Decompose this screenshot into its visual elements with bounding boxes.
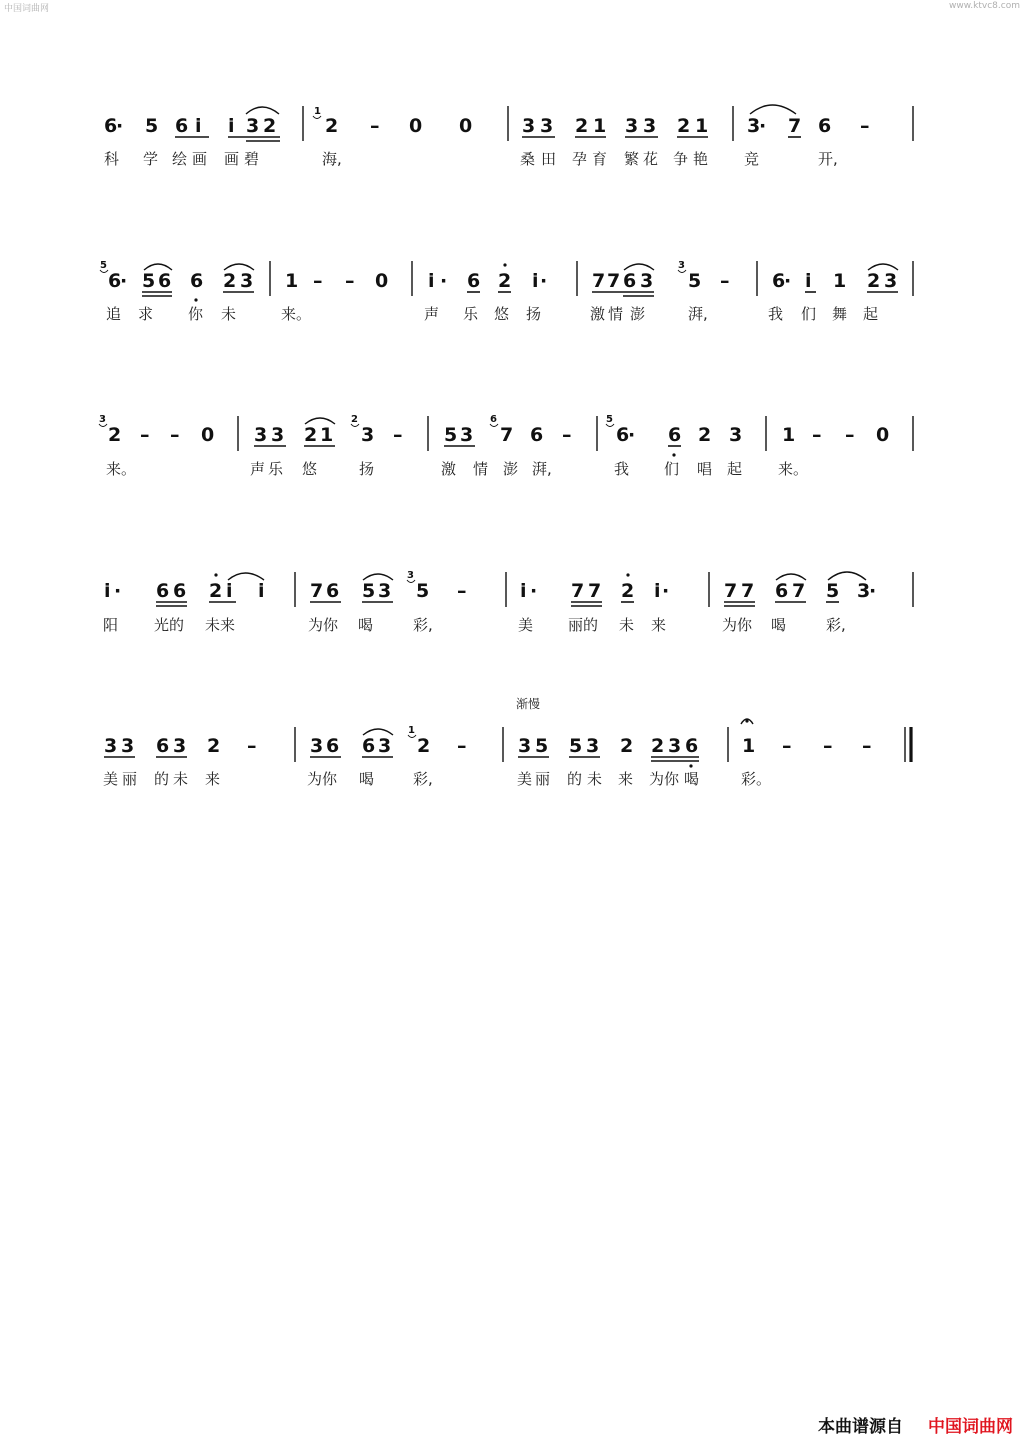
note: 3	[522, 115, 536, 137]
lyric-syllable: 彩。	[741, 770, 772, 788]
note: 3	[246, 115, 260, 137]
note: 3	[104, 735, 118, 757]
lyric-syllable: 来	[205, 770, 221, 788]
note: ·	[540, 270, 548, 292]
note: ·	[120, 270, 128, 292]
system-1	[104, 105, 913, 168]
lyric-syllable: 来。	[281, 305, 312, 323]
note: 7	[741, 580, 755, 602]
note: 6	[156, 580, 170, 602]
lyric-syllable: 竞	[744, 150, 760, 168]
note: 6	[668, 424, 682, 446]
lyric-syllable: 美	[517, 770, 533, 788]
lyric-syllable: 育	[592, 150, 608, 168]
grace-note: 5	[100, 260, 107, 271]
note: 5	[362, 580, 376, 602]
lyric-syllable: 情	[608, 305, 624, 323]
note: 3	[640, 270, 654, 292]
note: i	[195, 115, 202, 137]
note: ·	[869, 580, 877, 602]
note: –	[862, 735, 872, 757]
note: i	[228, 115, 235, 137]
system-3	[99, 414, 913, 478]
note: 2	[417, 735, 431, 757]
lyric-syllable: 扬	[526, 305, 542, 323]
note: 0	[409, 115, 423, 137]
note: 6	[623, 270, 637, 292]
note: ·	[440, 270, 448, 292]
system-5	[103, 696, 911, 788]
note: 7	[310, 580, 324, 602]
note: –	[170, 424, 180, 446]
lyric-syllable: 彩,	[413, 770, 433, 788]
system-2	[100, 260, 913, 323]
note: 1	[782, 424, 796, 446]
note: 6	[156, 735, 170, 757]
grace-note: 3	[99, 414, 106, 425]
lyric-syllable: 阳	[103, 616, 119, 634]
note: 6	[616, 424, 630, 446]
lyric-syllable: 澎	[503, 460, 519, 478]
note: ·	[662, 580, 670, 602]
note: 6	[530, 424, 544, 446]
note: i	[532, 270, 539, 292]
note: 6	[326, 735, 340, 757]
note: i	[258, 580, 265, 602]
lyric-syllable: 我	[614, 460, 630, 478]
lyric-syllable: 舞	[832, 305, 848, 323]
lyric-syllable: 情	[473, 460, 489, 478]
lyric-syllable: 唱	[697, 460, 713, 478]
lyric-syllable: 喝	[358, 616, 374, 634]
note: 2	[677, 115, 691, 137]
note: 3	[121, 735, 135, 757]
note: 6	[685, 735, 699, 757]
note: 3	[173, 735, 187, 757]
note: 5	[416, 580, 430, 602]
lyric-syllable: 为你	[308, 616, 339, 634]
note: –	[782, 735, 792, 757]
lyric-syllable: 开,	[818, 150, 838, 168]
note: 6	[818, 115, 832, 137]
lyric-syllable: 碧	[244, 150, 260, 168]
note: 2	[651, 735, 665, 757]
note: 7	[724, 580, 738, 602]
note: 3	[857, 580, 871, 602]
lyric-syllable: 海,	[322, 150, 342, 168]
lyric-syllable: 来	[651, 616, 667, 634]
note: 5	[688, 270, 702, 292]
lyric-syllable: 你	[188, 305, 204, 323]
note: –	[345, 270, 355, 292]
footer-site-name[interactable]: 中国词曲网	[928, 1417, 1013, 1437]
lyric-syllable: 彩,	[826, 616, 846, 634]
lyric-syllable: 花	[643, 150, 659, 168]
lyric-syllable: 画	[224, 150, 240, 168]
note: 1	[285, 270, 299, 292]
note: 3	[729, 424, 743, 446]
note: i	[226, 580, 233, 602]
tempo-mark: 渐慢	[516, 697, 541, 711]
note: i	[428, 270, 435, 292]
note: 7	[607, 270, 621, 292]
note: i	[520, 580, 527, 602]
lyric-syllable: 艳	[693, 150, 709, 168]
lyric-syllable: 们	[801, 305, 817, 323]
lyric-syllable: 澎	[630, 305, 646, 323]
note: 0	[876, 424, 890, 446]
footer-source-label: 本曲谱源自	[818, 1417, 903, 1437]
lyric-syllable: 求	[138, 305, 154, 323]
note: –	[370, 115, 380, 137]
note: 2	[223, 270, 237, 292]
grace-note: 3	[678, 260, 685, 271]
note: 3	[460, 424, 474, 446]
lyric-syllable: 未	[221, 305, 237, 323]
lyric-syllable: 丽的	[568, 616, 599, 634]
lyric-syllable: 美	[103, 770, 119, 788]
lyric-syllable: 起	[727, 460, 743, 478]
lyric-syllable: 来。	[778, 460, 809, 478]
note: 6	[158, 270, 172, 292]
note: 2	[304, 424, 318, 446]
lyric-syllable: 彩,	[413, 616, 433, 634]
note: 3	[540, 115, 554, 137]
note: ·	[628, 424, 636, 446]
note: 1	[320, 424, 334, 446]
grace-note: 5	[606, 414, 613, 425]
note: 5	[145, 115, 159, 137]
system-4	[103, 570, 913, 634]
lyric-syllable: 未	[173, 770, 189, 788]
note: 5	[444, 424, 458, 446]
note: 6	[772, 270, 786, 292]
note: –	[860, 115, 870, 137]
lyric-syllable: 未	[587, 770, 603, 788]
note: 6	[175, 115, 189, 137]
note: 2	[498, 270, 512, 292]
note: 3	[254, 424, 268, 446]
note: 1	[833, 270, 847, 292]
note: 2	[698, 424, 712, 446]
lyric-syllable: 科	[104, 150, 120, 168]
note: 3	[625, 115, 639, 137]
note: 2	[621, 580, 635, 602]
lyric-syllable: 声	[424, 305, 440, 323]
lyric-syllable: 未来	[205, 616, 236, 634]
note: 3	[378, 580, 392, 602]
grace-note: 6	[490, 414, 497, 425]
note: 6	[108, 270, 122, 292]
note: 3	[271, 424, 285, 446]
note: 6	[467, 270, 481, 292]
note: 6	[104, 115, 118, 137]
note: 0	[375, 270, 389, 292]
note: 3	[643, 115, 657, 137]
note: –	[845, 424, 855, 446]
note: 7	[500, 424, 514, 446]
lyric-syllable: 喝	[359, 770, 375, 788]
note: 2	[108, 424, 122, 446]
lyric-syllable: 来。	[106, 460, 137, 478]
note: i	[805, 270, 812, 292]
grace-note: 3	[407, 570, 414, 581]
note: 2	[575, 115, 589, 137]
lyric-syllable: 起	[863, 305, 879, 323]
note: 7	[788, 115, 802, 137]
header-site-right: www.ktvc8.com	[949, 1, 1020, 11]
note: 6	[190, 270, 204, 292]
grace-note: 1	[314, 106, 321, 117]
note: ·	[114, 580, 122, 602]
note: 2	[209, 580, 223, 602]
lyric-syllable: 田	[541, 150, 557, 168]
lyric-syllable: 来	[618, 770, 634, 788]
lyric-syllable: 学	[143, 150, 159, 168]
grace-note: 1	[408, 725, 415, 736]
note: –	[247, 735, 257, 757]
note: 3	[361, 424, 375, 446]
note: 1	[695, 115, 709, 137]
lyric-syllable: 未	[619, 616, 635, 634]
lyric-syllable: 为你	[722, 616, 753, 634]
note: –	[313, 270, 323, 292]
note: i	[654, 580, 661, 602]
lyric-syllable: 孕	[572, 150, 588, 168]
note: –	[457, 735, 467, 757]
lyric-syllable: 激	[590, 305, 606, 323]
note: 3	[884, 270, 898, 292]
lyric-syllable: 湃,	[532, 460, 552, 478]
lyric-syllable: 繁	[624, 150, 640, 168]
note: 5	[142, 270, 156, 292]
lyric-syllable: 美	[518, 616, 534, 634]
note: 3	[747, 115, 761, 137]
lyric-syllable: 声	[250, 460, 266, 478]
lyric-syllable: 丽	[122, 770, 138, 788]
lyric-syllable: 乐	[268, 460, 284, 478]
lyric-syllable: 我	[768, 305, 784, 323]
lyric-syllable: 绘	[172, 150, 188, 168]
note: 3	[518, 735, 532, 757]
lyric-syllable: 桑	[520, 150, 536, 168]
note: ·	[116, 115, 124, 137]
lyric-syllable: 画	[192, 150, 208, 168]
header-site-left: 中国词曲网	[4, 4, 50, 14]
note: i	[104, 580, 111, 602]
lyric-syllable: 的	[567, 770, 583, 788]
lyric-syllable: 的	[154, 770, 170, 788]
note: 2	[325, 115, 339, 137]
note: 2	[207, 735, 221, 757]
note: 1	[742, 735, 756, 757]
lyric-syllable: 喝	[684, 770, 700, 788]
note: 7	[588, 580, 602, 602]
note: 2	[867, 270, 881, 292]
note: 3	[668, 735, 682, 757]
note: –	[812, 424, 822, 446]
note: 1	[593, 115, 607, 137]
lyric-syllable: 扬	[359, 460, 375, 478]
lyric-syllable: 悠	[302, 460, 318, 478]
note: 6	[326, 580, 340, 602]
lyric-syllable: 为你	[649, 770, 680, 788]
lyric-syllable: 追	[106, 305, 122, 323]
note: 0	[459, 115, 473, 137]
note: 7	[592, 270, 606, 292]
note: 6	[775, 580, 789, 602]
lyric-syllable: 激	[441, 460, 457, 478]
note: 3	[310, 735, 324, 757]
note: 6	[173, 580, 187, 602]
lyric-syllable: 们	[664, 460, 680, 478]
note: –	[720, 270, 730, 292]
note: –	[140, 424, 150, 446]
lyric-syllable: 为你	[307, 770, 338, 788]
lyric-syllable: 悠	[494, 305, 510, 323]
lyric-syllable: 争	[673, 150, 689, 168]
note: 6	[362, 735, 376, 757]
lyric-syllable: 乐	[463, 305, 479, 323]
lyric-syllable: 湃,	[688, 305, 708, 323]
note: 0	[201, 424, 215, 446]
note: 3	[378, 735, 392, 757]
lyric-syllable: 喝	[771, 616, 787, 634]
note: 7	[571, 580, 585, 602]
note: 3	[586, 735, 600, 757]
note: –	[393, 424, 403, 446]
note: 7	[792, 580, 806, 602]
note: 5	[535, 735, 549, 757]
note: 5	[826, 580, 840, 602]
note: 2	[263, 115, 277, 137]
note: ·	[759, 115, 767, 137]
note: ·	[530, 580, 538, 602]
note: 5	[569, 735, 583, 757]
lyric-syllable: 光的	[154, 616, 185, 634]
lyric-syllable: 丽	[535, 770, 551, 788]
note: –	[823, 735, 833, 757]
note: –	[457, 580, 467, 602]
note: –	[562, 424, 572, 446]
note: 3	[240, 270, 254, 292]
note: ·	[784, 270, 792, 292]
grace-note: 2	[351, 414, 358, 425]
note: 2	[620, 735, 634, 757]
